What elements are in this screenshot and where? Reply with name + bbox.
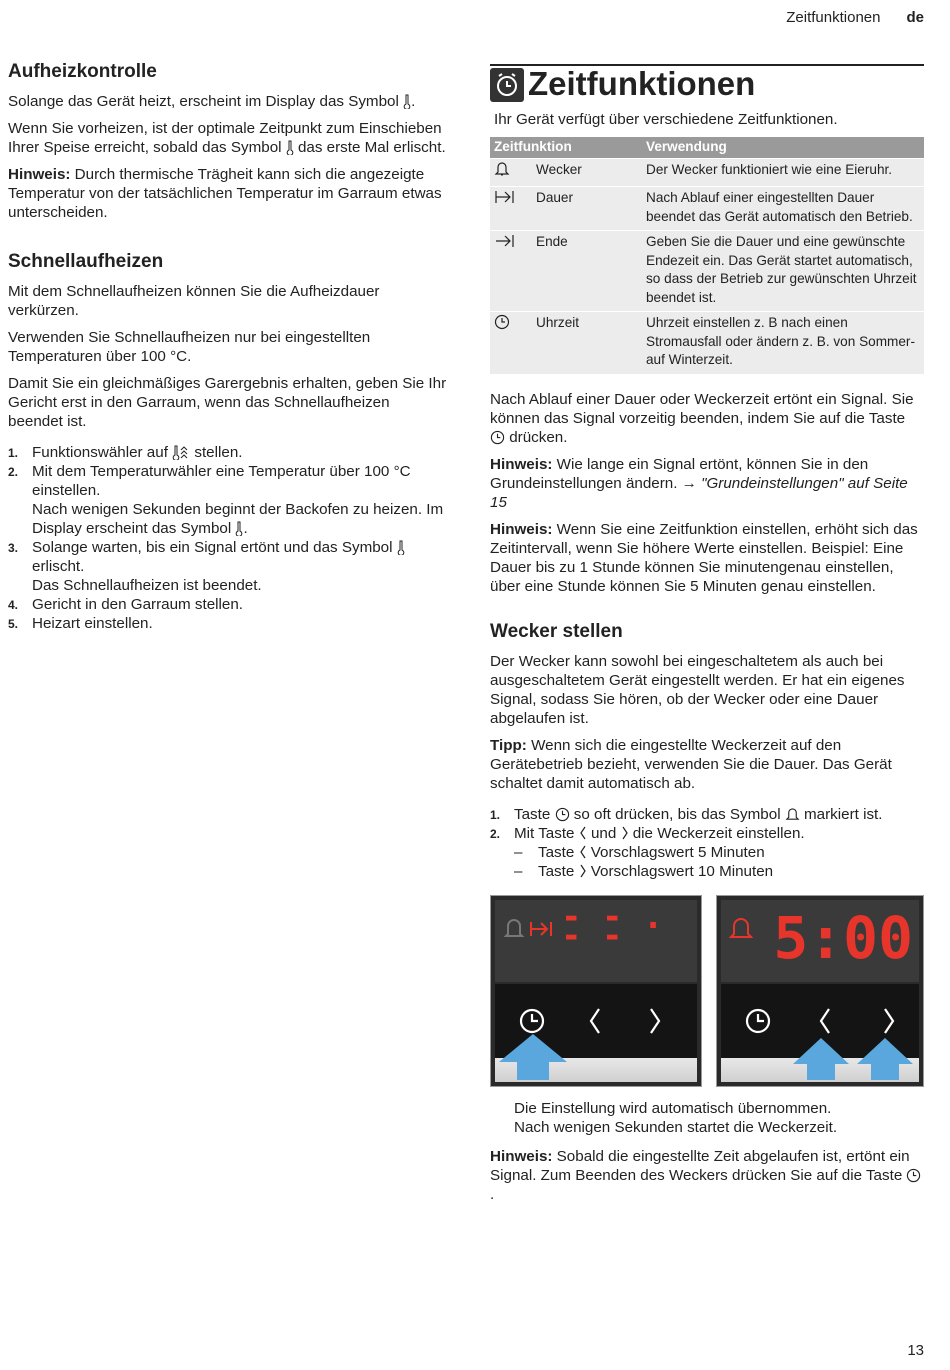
- duration-icon: [494, 189, 516, 205]
- zeitfunktionen-title-bar: [490, 64, 924, 102]
- time-function-table: [490, 137, 924, 374]
- dash: –: [514, 862, 523, 880]
- text: Funktionswähler auf: [32, 444, 173, 461]
- aufheizkontrolle-heading: Aufheizkontrolle: [8, 61, 157, 82]
- text: Vorschlagswert 5 Minuten: [586, 843, 765, 861]
- clock-icon: [555, 807, 570, 822]
- control-panel-right: [716, 895, 925, 1087]
- page-header: [786, 8, 924, 27]
- text: Die Einstellung wird automatisch übernommen.: [514, 1099, 832, 1117]
- table-cell: Uhrzeit einstellen z. B nach einen Stromausfall oder ändern z. B. von Sommer- auf Winterzeit.: [642, 312, 924, 374]
- schnell-steps: [8, 443, 448, 633]
- page-number: 13: [907, 1342, 924, 1359]
- dash: –: [514, 843, 523, 861]
- sub-list: [514, 843, 924, 881]
- step-number: 2.: [490, 826, 501, 841]
- clock-icon: [906, 1168, 921, 1183]
- chevron-left-button[interactable]: [817, 1006, 833, 1036]
- text: drücken.: [505, 428, 568, 446]
- text: Taste: [514, 805, 555, 823]
- text: erlischt.: [32, 558, 85, 575]
- tip-paragraph: [490, 736, 924, 793]
- step-number: 3.: [8, 541, 19, 555]
- list-item: [490, 805, 924, 824]
- arrow-up-icon: [855, 1036, 915, 1082]
- display: [721, 900, 920, 982]
- table-cell: [490, 231, 532, 312]
- signal-paragraph: [490, 390, 924, 447]
- step-number: 1.: [490, 807, 501, 822]
- arrow-right-icon: →: [681, 474, 697, 492]
- text: die Weckerzeit einstellen.: [628, 824, 805, 842]
- aufheiz-paragraph-2: [8, 119, 448, 157]
- aufheiz-note: [8, 165, 448, 222]
- thermometer-icon: [235, 521, 243, 536]
- text: Nach Ablauf einer Dauer oder Weckerzeit ertönt ein Signal. Sie können das Signal vorzeitig beenden, indem Sie auf die Taste: [490, 390, 914, 427]
- note-label: Hinweis:: [8, 166, 71, 183]
- thermometer-icon: [397, 540, 405, 555]
- text: Nach wenigen Sekunden startet die Weckerzeit.: [514, 1118, 838, 1136]
- list-item: [514, 843, 924, 862]
- display-readout: 5:00: [773, 903, 913, 972]
- table-row: [490, 158, 924, 187]
- text: Solange warten, bis ein Signal ertönt und das Symbol: [32, 539, 397, 556]
- text: Gericht in den Garraum stellen.: [32, 596, 244, 613]
- list-item: [514, 862, 924, 881]
- wecker-steps: [490, 805, 924, 881]
- text: Das Schnellaufheizen ist beendet.: [32, 577, 262, 594]
- text: stellen.: [190, 444, 243, 461]
- note-text: Sobald die eingestellte Zeit abgelaufen ist, ertönt ein Signal. Zum Beenden des Weckers drücken Sie auf die Taste: [490, 1147, 910, 1184]
- clock-icon: [494, 314, 510, 330]
- cross-reference-link[interactable]: "Grundeinstellungen" auf Seite 15: [490, 474, 908, 511]
- schnellaufheizen-heading: Schnellaufheizen: [8, 251, 164, 272]
- chevron-left-icon: [579, 826, 587, 840]
- column-header: Verwendung: [642, 137, 924, 158]
- right-column: [490, 64, 924, 1212]
- step-number: 1.: [8, 446, 19, 460]
- display-readout: - - . - -: [561, 896, 664, 956]
- control-panel-illustrations: [490, 895, 924, 1087]
- step-number: 2.: [8, 465, 19, 479]
- chevron-right-button[interactable]: [647, 1006, 663, 1036]
- note-text: Wie lange ein Signal ertönt, können Sie in den Grundeinstellungen ändern.: [490, 455, 869, 492]
- bell-indicator-icon: [729, 914, 755, 944]
- table-cell: Ende: [532, 231, 642, 312]
- header-section: Zeitfunktionen: [786, 9, 881, 26]
- table-cell: Nach Ablauf einer eingestellten Dauer beendet das Gerät automatisch den Betrieb.: [642, 187, 924, 231]
- text: .: [490, 1185, 495, 1203]
- table-cell: [490, 158, 532, 187]
- aufheiz-paragraph-1: Solange das Gerät heizt, erscheint im Display das Symbol .: [8, 93, 416, 110]
- thermometer-icon: [403, 94, 411, 109]
- note-intervall: [490, 520, 924, 596]
- note-text: Wenn Sie eine Zeitfunktion einstellen, erhöht sich das Zeitintervall, wenn Sie höhere Werte einstellen. Beispiel: Eine Dauer bis zu 1 Stunde können Sie minutengenau einstellen, über eine Stunde können Sie 5 Minuten genau einstellen.: [490, 520, 918, 595]
- text: und: [586, 824, 621, 842]
- list-item: 2. Mit dem Temperaturwähler eine Temperatur über 100 °C einstellen. Nach wenigen Sekunden beginnt der Backofen zu heizen. Im Display erscheint das Symbol .: [8, 463, 444, 537]
- clock-icon: [490, 68, 524, 102]
- chevron-right-icon: [579, 864, 587, 878]
- wecker-paragraph: Der Wecker kann sowohl bei eingeschaltetem als auch bei ausgeschaltetem Gerät eingestellt werden. Er hat ein eigenes Signal, sodass Sie hören, ob der Wecker oder eine Dauer abgelaufen ist.: [490, 652, 905, 727]
- wecker-note: [490, 1147, 924, 1204]
- thermometer-icon: [286, 140, 294, 155]
- chevron-left-button[interactable]: [587, 1006, 603, 1036]
- left-column: [8, 60, 448, 641]
- header-lang: de: [906, 9, 924, 26]
- page-title: Zeitfunktionen: [528, 65, 756, 102]
- table-cell: Uhrzeit: [532, 312, 642, 374]
- schnell-paragraph-1: Mit dem Schnellaufheizen können Sie die Aufheizdauer verkürzen.: [8, 283, 380, 319]
- list-item: [8, 443, 448, 462]
- note-grundeinstellungen: [490, 455, 924, 512]
- tip-text: Wenn sich die eingestellte Weckerzeit auf den Gerätebetrieb bezieht, verwenden Sie die Dauer. Das Gerät schaltet damit automatisch ab.: [490, 736, 892, 792]
- display: [495, 896, 697, 982]
- list-item: [8, 595, 448, 614]
- column-header: Zeitfunktion: [490, 137, 642, 158]
- note-label: Hinweis:: [490, 520, 553, 538]
- table-row: [490, 187, 924, 231]
- list-item: [490, 824, 924, 881]
- intro-text: Ihr Gerät verfügt über verschiedene Zeitfunktionen.: [494, 111, 838, 128]
- control-panel-left: [490, 895, 702, 1087]
- fast-preheat-icon: [172, 445, 190, 460]
- list-item: [8, 614, 448, 633]
- table-cell: Geben Sie die Dauer und eine gewünschte Endezeit ein. Das Gerät startet automatisch, so dass der Betrieb zur gewünschten Uhrzeit beendet ist.: [642, 231, 924, 312]
- end-icon: [494, 233, 516, 249]
- bell-icon: [785, 807, 800, 822]
- step-number: 4.: [8, 598, 19, 612]
- table-header-row: [490, 137, 924, 158]
- text: markiert ist.: [799, 805, 883, 823]
- chevron-right-button[interactable]: [881, 1006, 897, 1036]
- text: Heizart einstellen.: [32, 615, 153, 632]
- table-row: [490, 231, 924, 312]
- text: Mit dem Temperaturwähler eine Temperatur über 100 °C einstellen.: [32, 463, 411, 499]
- table-cell: Wecker: [532, 158, 642, 187]
- text: Nach wenigen Sekunden beginnt der Backofen zu heizen. Im Display erscheint das Symbol: [32, 501, 444, 537]
- schnell-paragraph-3: Damit Sie ein gleichmäßiges Garergebnis erhalten, geben Sie Ihr Gericht erst in den Garraum, wenn das Schnellaufheizen beendet ist.: [8, 375, 447, 430]
- text: Taste: [538, 862, 579, 880]
- arrow-up-icon: [493, 1032, 573, 1082]
- after-panels-text: [490, 1099, 924, 1137]
- wecker-stellen-heading: Wecker stellen: [490, 620, 623, 642]
- text: das erste Mal erlischt.: [293, 139, 446, 156]
- chevron-left-icon: [579, 845, 587, 859]
- table-cell: Dauer: [532, 187, 642, 231]
- arrow-up-icon: [791, 1036, 851, 1082]
- clock-button[interactable]: [743, 1006, 773, 1036]
- table-cell: [490, 312, 532, 374]
- note-label: Hinweis:: [490, 455, 553, 473]
- list-item: [8, 538, 448, 595]
- text: Wenn Sie vorheizen, ist der optimale Zeitpunkt zum Einschieben Ihrer Speise erreicht, sobald das Symbol: [8, 120, 442, 156]
- note-label: Hinweis:: [490, 1147, 553, 1165]
- table-row: [490, 312, 924, 374]
- table-cell: Der Wecker funktioniert wie eine Eieruhr.: [642, 158, 924, 187]
- tip-label: Tipp:: [490, 736, 527, 754]
- bell-icon: [494, 161, 510, 177]
- bell-duration-indicator-icon: [503, 914, 563, 944]
- text: Solange das Gerät heizt, erscheint im Display das Symbol: [8, 93, 404, 110]
- text: Vorschlagswert 10 Minuten: [586, 862, 774, 880]
- text: so oft drücken, bis das Symbol: [569, 805, 785, 823]
- table-cell: [490, 187, 532, 231]
- schnell-paragraph-2: Verwenden Sie Schnellaufheizen nur bei eingestellten Temperaturen über 100 °C.: [8, 329, 371, 365]
- text: Mit Taste: [514, 824, 579, 842]
- text: Taste: [538, 843, 579, 861]
- note-text: Durch thermische Trägheit kann sich die angezeigte Temperatur von der tatsächlichen Temperatur im Garraum etwas unterscheiden.: [8, 166, 442, 221]
- chevron-right-icon: [621, 826, 629, 840]
- clock-icon: [490, 430, 505, 445]
- step-number: 5.: [8, 617, 19, 631]
